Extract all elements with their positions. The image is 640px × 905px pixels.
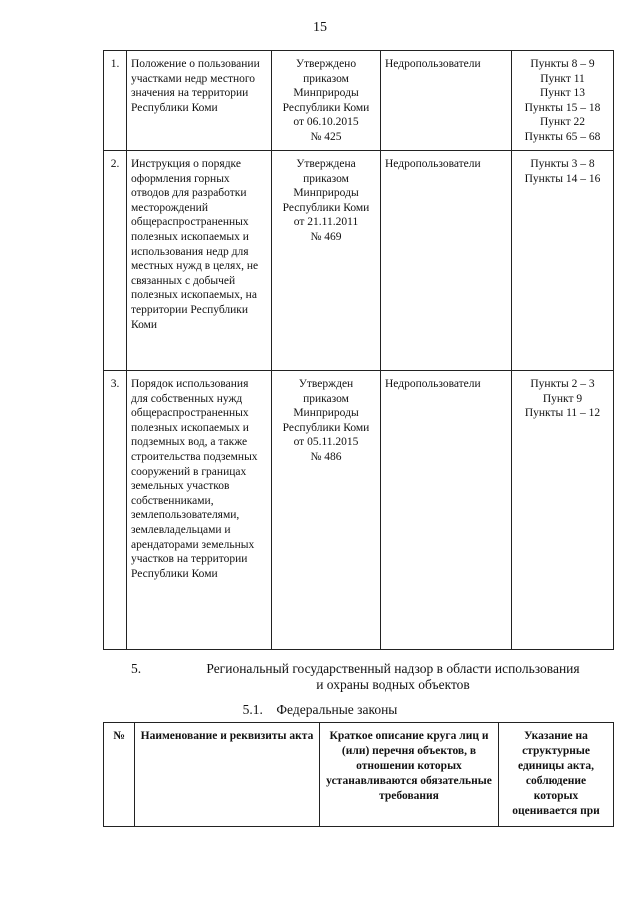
table-header-row (104, 723, 614, 827)
act-subjects: Недропользователи (381, 51, 512, 151)
section-title: Региональный государственный надзор в области использования и охраны водных объектов (206, 661, 580, 692)
act-approval: Утверждена приказом Минприроды Республики Коми от 21.11.2011 № 469 (272, 151, 381, 371)
act-points: Пункты 8 – 9 Пункт 11 Пункт 13 Пункты 15 – 18 Пункт 22 Пункты 65 – 68 (512, 51, 614, 151)
table-row (104, 151, 614, 371)
act-subjects: Недропользователи (381, 371, 512, 650)
act-name: Инструкция о порядке оформления горных отводов для разработки месторождений общераспространенных полезных ископаемых и использования недр для местных нужд в целях, не связанных с добычей полезных ископаемых, на территории Республики Коми (127, 151, 272, 371)
acts-table (103, 50, 614, 650)
row-number: 2. (104, 151, 127, 371)
federal-laws-table (103, 722, 614, 827)
table-row (104, 371, 614, 650)
act-approval: Утверждено приказом Минприроды Республики Коми от 06.10.2015 № 425 (272, 51, 381, 151)
act-points: Пункты 2 – 3 Пункт 9 Пункты 11 – 12 (512, 371, 614, 650)
act-points: Пункты 3 – 8 Пункты 14 – 16 (512, 151, 614, 371)
column-header-units: Указание на структурные единицы акта, соблюдение которых оценивается при (499, 723, 614, 827)
row-number: 1. (104, 51, 127, 151)
column-header-number: № (104, 723, 135, 827)
page-number: 15 (313, 20, 327, 35)
subsection-heading: 5.1. Федеральные законы (242, 702, 398, 717)
act-approval: Утвержден приказом Минприроды Республики Коми от 05.11.2015 № 486 (272, 371, 381, 650)
act-name: Положение о пользовании участками недр местного значения на территории Республики Коми (127, 51, 272, 151)
row-number: 3. (104, 371, 127, 650)
column-header-subjects: Краткое описание круга лиц и (или) перечня объектов, в отношении которых устанавливаются обязательные требования (320, 723, 499, 827)
section-heading (108, 661, 618, 693)
section-number: 5. (131, 661, 142, 676)
act-subjects: Недропользователи (381, 151, 512, 371)
column-header-act-name: Наименование и реквизиты акта (135, 723, 320, 827)
table-row (104, 51, 614, 151)
act-name: Порядок использования для собственных нужд общераспространенных полезных ископаемых и подземных вод, а также строительства подземных сооружений в границах земельных участков собственниками, землепользователями, землевладельцами и арендаторами земельных участков на территории Республики Коми (127, 371, 272, 650)
